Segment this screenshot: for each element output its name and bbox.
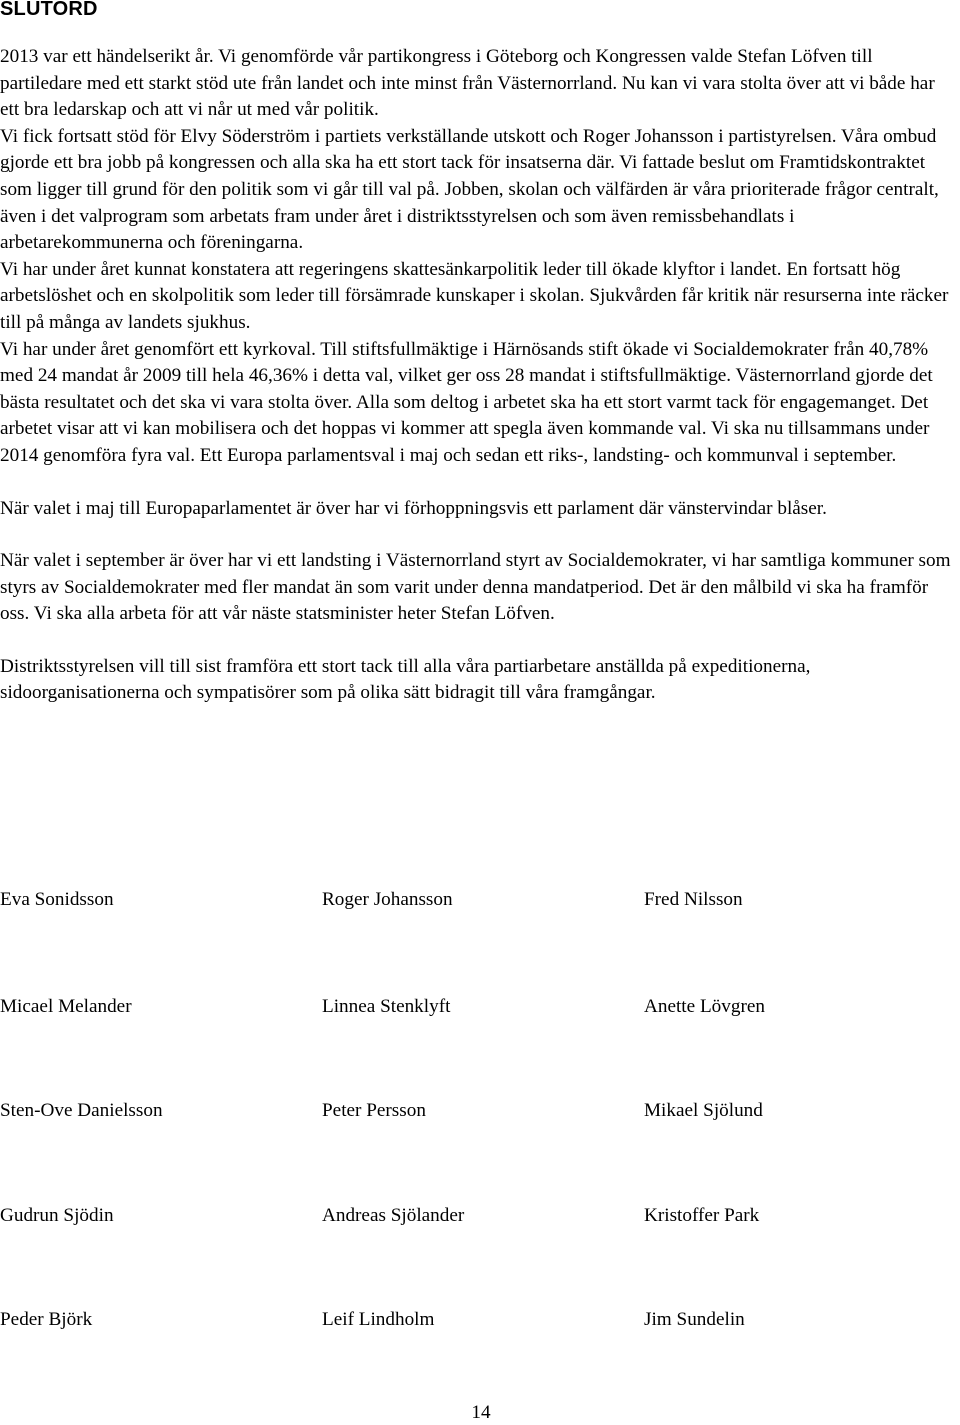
signature-name: Leif Lindholm <box>322 1309 435 1330</box>
paragraph-kongress: 2013 var ett händelserikt år. Vi genomförde vår partikongress i Göteborg och Kongressen valde Stefan Löfven till partiledare med ett starkt stöd ute från landet och inte minst från Västernorrland. Nu kan vi vara stolta över att vi både har ett bra ledarskap och att vi når ut med vår politik. <box>0 46 935 121</box>
paragraph-stod: Vi fick fortsatt stöd för Elvy Söderström i partiets verkställande utskott och Roger Johansson i partistyrelsen. Våra ombud gjorde ett bra jobb på kongressen och alla ska ha ett stort tack för insatserna där. Vi fattade beslut om Framtidskontraktet som ligger till grund för den politik som vi går till val på. Jobben, skolan och välfärden är våra prioriterade frågor centralt, även i det valprogram som arbetats fram under året i distriktsstyrelsen och som även remissbehandlats i arbetarekommunerna och föreningarna. <box>0 125 939 254</box>
page-number: 14 <box>471 1402 491 1423</box>
signature-name: Linnea Stenklyft <box>322 996 451 1017</box>
paragraph-regeringen: Vi har under året kunnat konstatera att regeringens skattesänkarpolitik leder till ökade klyftor i landet. En fortsatt hög arbetslöshet och en skolpolitik som leder till försämrade kunskaper i skolan. Sjukvården får kritik när resurserna inte räcker till på många av landets sjukhus. <box>0 258 949 333</box>
signature-name: Eva Sonidsson <box>0 889 114 910</box>
signature-name: Andreas Sjölander <box>322 1205 465 1226</box>
signature-name: Peder Björk <box>0 1309 93 1330</box>
signature-name: Mikael Sjölund <box>644 1100 763 1121</box>
paragraph-europaval: När valet i maj till Europaparlamentet är över har vi förhoppningsvis ett parlament där vänstervindar blåser. <box>0 497 827 519</box>
signature-name: Peter Persson <box>322 1100 426 1121</box>
signature-name: Jim Sundelin <box>644 1309 745 1330</box>
paragraph-septemberval: När valet i september är över har vi ett landsting i Västernorrland styrt av Socialdemokrater, vi har samtliga kommuner som styrs av Socialdemokrater med fler mandat än som varit under denna mandatperiod. Det är den målbild vi ska ha framför oss. Vi ska alla arbeta för att vår näste statsminister heter Stefan Löfven. <box>0 550 951 625</box>
signature-name: Fred Nilsson <box>644 889 743 910</box>
signature-name: Micael Melander <box>0 996 132 1017</box>
paragraph-kyrkoval: Vi har under året genomfört ett kyrkoval. Till stiftsfullmäktige i Härnösands stift ökade vi Socialdemokrater från 40,78% med 24 mandat år 2009 till hela 46,36% i detta val, vilket ger oss 28 mandat i stiftsfullmäktige. Västernorrland gjorde det bästa resultatet och det ska vi vara stolta över. Alla som deltog i arbetet ska ha ett stort varmt tack för engagemanget. Det arbetet visar att vi kan mobilisera och det hoppas vi kommer att spegla även kommande val. Vi ska nu tillsammans under 2014 genomföra fyra val. Ett Europa parlamentsval i maj och sedan ett riks-, landsting- och kommunval i september. <box>0 338 933 466</box>
signature-name: Roger Johansson <box>322 889 453 910</box>
page-heading: SLUTORD <box>0 0 98 20</box>
signature-name: Anette Lövgren <box>644 996 765 1017</box>
signature-name: Gudrun Sjödin <box>0 1205 114 1226</box>
signature-name: Sten-Ove Danielsson <box>0 1100 163 1121</box>
paragraph-tack: Distriktsstyrelsen vill till sist framföra ett stort tack till alla våra partiarbetare anställda på expeditionerna, sidoorganisationerna och sympatisörer som på olika sätt bidragit till våra framgångar. <box>0 655 811 704</box>
signature-name: Kristoffer Park <box>644 1205 760 1226</box>
body-text <box>0 44 958 707</box>
